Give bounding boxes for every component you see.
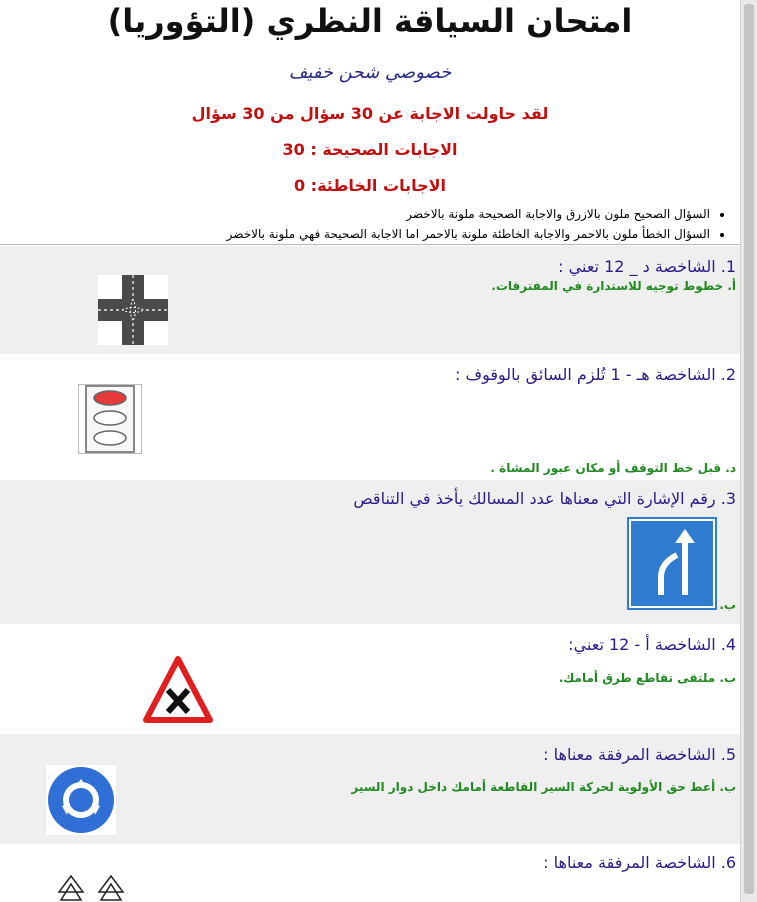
correct-count: الاجابات الصحيحة : 30 <box>282 140 458 159</box>
color-legend <box>227 204 728 244</box>
page-title: امتحان السياقة النظري (التؤوريا) <box>107 2 633 40</box>
divider <box>0 244 740 245</box>
scrollbar-thumb[interactable] <box>744 4 754 894</box>
question-item <box>0 734 740 844</box>
lane-reduction-sign-icon <box>627 517 717 610</box>
roundabout-sign-icon <box>46 765 116 835</box>
crossroads-warning-sign-icon <box>143 656 213 724</box>
question-item <box>0 844 740 902</box>
question-answer: د. قبل خط التوقف أو مكان عبور المشاة . <box>490 461 736 475</box>
question-item <box>0 354 740 480</box>
question-item <box>0 246 740 354</box>
vertical-scrollbar[interactable] <box>740 0 757 902</box>
attempted-summary: لقد حاولت الاجابة عن 30 سؤال من 30 سؤال <box>191 104 549 123</box>
wrong-count: الاجابات الخاطئة: 0 <box>293 176 447 195</box>
question-text: 5. الشاخصة المرفقة معناها : <box>543 745 736 764</box>
question-answer: ب. أعط حق الأولوية لحركة السير القاطعة أمامك داخل دوار السير <box>351 780 736 794</box>
question-item <box>0 480 740 624</box>
question-answer: ب. <box>719 598 736 612</box>
question-text: 2. الشاخصة هـ - 1 تُلزم السائق بالوقوف : <box>455 365 736 384</box>
question-text: 6. الشاخصة المرفقة معناها : <box>543 853 736 872</box>
license-category: خصوصي شحن خفيف <box>288 62 452 83</box>
question-answer: ب. ملتقى تقاطع طرق أمامك. <box>558 671 736 685</box>
legend-wrong: • السؤال الخطأ ملون بالاحمر والاجابة الخاطئة ملونة بالاحمر اما الاجابة الصحيحة فهي ملونة بالاخضر <box>227 224 710 244</box>
trees-outline-sign-icon <box>55 874 129 902</box>
question-text: 1. الشاخصة د _ 12 تعني : <box>558 257 736 276</box>
question-item <box>0 624 740 734</box>
question-text: 4. الشاخصة أ - 12 تعني: <box>568 635 736 654</box>
question-text: 3. رقم الإشارة التي معناها عدد المسالك يأخذ في التناقص <box>353 489 736 508</box>
question-answer: أ. خطوط توجيه للاستدارة في المفترقات. <box>491 279 736 293</box>
traffic-light-red-sign-icon <box>78 384 142 454</box>
intersection-guide-lines-sign-icon <box>98 275 168 345</box>
legend-correct: • السؤال الصحيح ملون بالازرق والاجابة الصحيحة ملونة بالاخضر <box>227 204 710 224</box>
